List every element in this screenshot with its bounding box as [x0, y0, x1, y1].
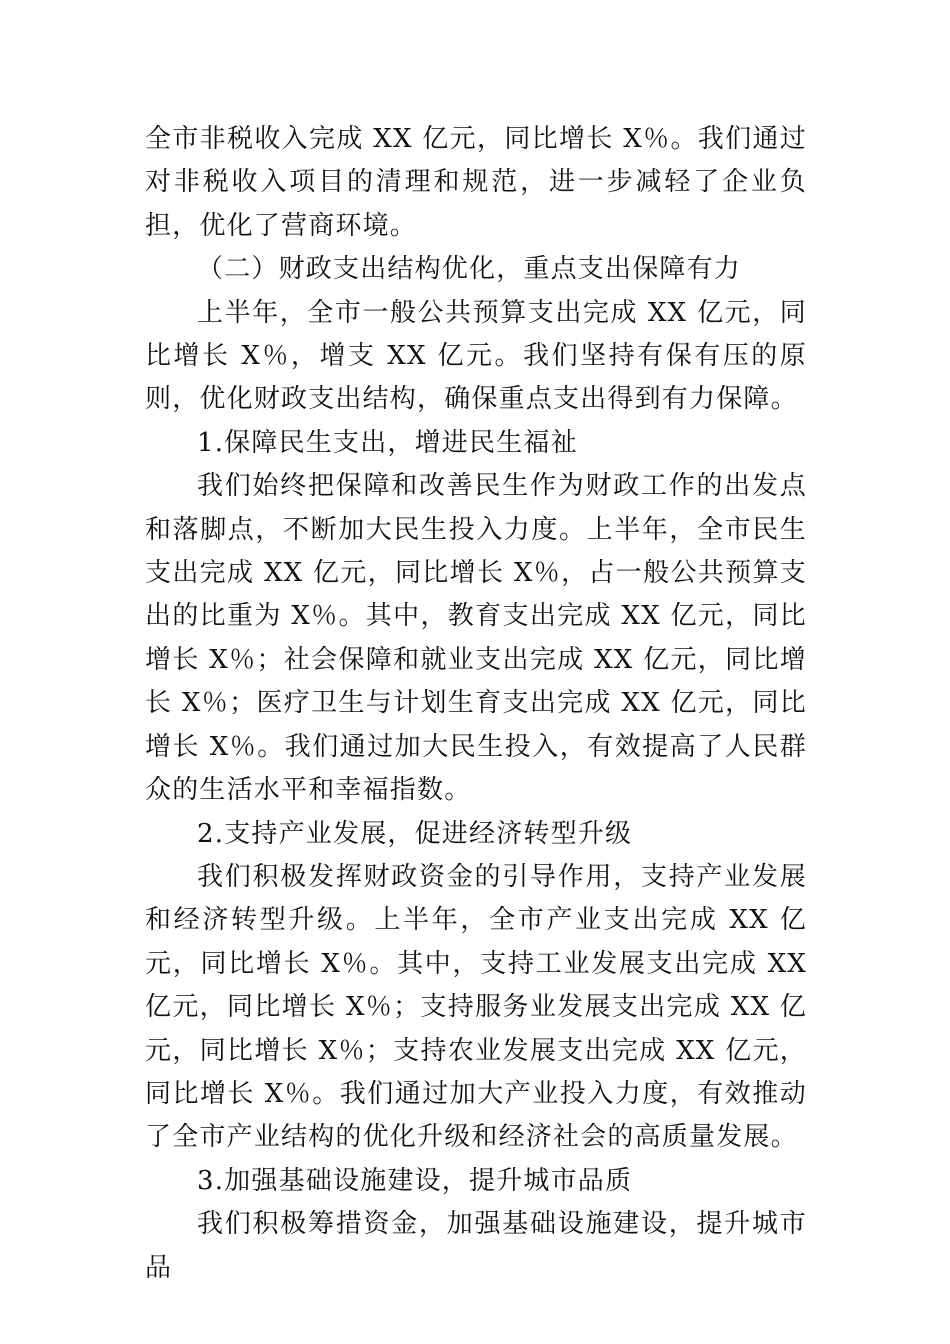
paragraph-expenditure-overview: 上半年，全市一般公共预算支出完成 XX 亿元，同比增长 X％，增支 XX 亿元。我们坚持有保有压的原则，优化财政支出结构，确保重点支出得到有力保障。: [145, 297, 807, 415]
subheading-industry: 2.支持产业发展，促进经济转型升级: [197, 818, 633, 849]
paragraph-non-tax-revenue: 全市非税收入完成 XX 亿元，同比增长 X％。我们通过对非税收入项目的清理和规范，进一步减轻了企业负担，优化了营商环境。: [145, 124, 807, 241]
subheading-infrastructure: 3.加强基础设施建设，提升城市品质: [197, 1165, 633, 1196]
paragraph-livelihood: 我们始终把保障和改善民生作为财政工作的出发点和落脚点，不断加大民生投入力度。上半年，全市民生支出完成 XX 亿元，同比增长 X％，占一般公共预算支出的比重为 X％。其中，教育支出完成 XX 亿元，同比增长 X％；社会保障和就业支出完成 XX 亿元，同比增长 X％；医疗卫生与计划生育支出完成 XX 亿元，同比增长 X％。我们通过加大民生投入，有效提高了人民群众的生活水平和幸福指数。: [145, 471, 807, 806]
paragraph-infrastructure: 我们积极筹措资金，加强基础设施建设，提升城市品: [145, 1209, 807, 1283]
document-body: [145, 118, 807, 1290]
section-heading-expenditure: （二）财政支出结构优化，重点支出保障有力: [197, 254, 742, 285]
paragraph-industry: 我们积极发挥财政资金的引导作用，支持产业发展和经济转型升级。上半年，全市产业支出完成 XX 亿元，同比增长 X％。其中，支持工业发展支出完成 XX 亿元，同比增长 X％；支持服务业发展支出完成 XX 亿元，同比增长 X％；支持农业发展支出完成 XX 亿元，同比增长 X％。我们通过加大产业投入力度，有效推动了全市产业结构的优化升级和经济社会的高质量发展。: [145, 861, 807, 1153]
subheading-livelihood: 1.保障民生支出，增进民生福祉: [197, 427, 578, 458]
